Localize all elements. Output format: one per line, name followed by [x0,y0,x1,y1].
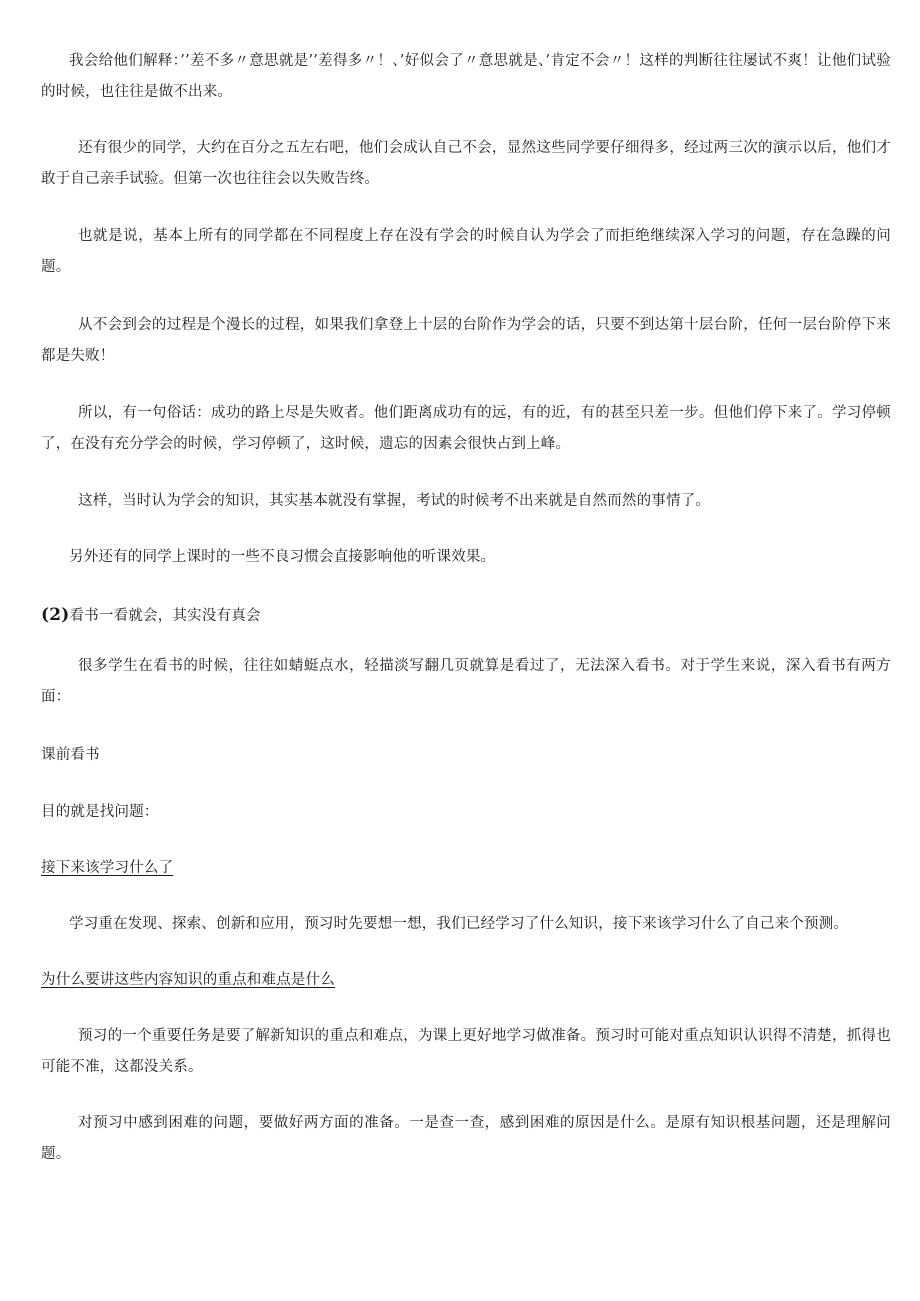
section-title: 看书一看就会，其实没有真会 [69,608,261,624]
paragraph-preview: 学习重在发现、探索、创新和应用，预习时先要想一想，我们已经学习了什么知识，接下来该学习什么了自己来个预测。 [69,916,849,932]
item-pre-reading: 课前看书 [41,747,100,763]
subheading-why: 为什么要讲这些内容知识的重点和难点是什么 [41,972,335,988]
paragraph-ten-steps: 从不会到会的过程是个漫长的过程，如果我们拿登上十层的台阶作为学会的话，只要不到达第十层台阶，任何一层台阶停下来都是失败！ [41,317,891,364]
paragraph-impatience: 也就是说，基本上所有的同学都在不同程度上存在没有学会的时候自认为学会了而拒绝继续深入学习的问题，存在急躁的问题。 [41,228,891,275]
subheading-why-line [41,965,891,996]
subheading-next: 接下来该学习什么了 [41,860,174,876]
item-purpose: 目的就是找问题： [41,804,159,820]
paragraph-difficulty: 对预习中感到困难的问题，要做好两方面的准备。一是查一查，感到困难的原因是什么。是原有知识根基问题，还是理解问题。 [41,1115,891,1162]
section-number: (2) [41,605,70,625]
paragraph-preview-task: 预习的一个重要任务是要了解新知识的重点和难点，为课上更好地学习做准备。预习时可能对重点知识认识得不清楚，抓得也可能不准，这都没关系。 [41,1028,891,1075]
subheading-next-line [41,853,891,884]
paragraph-bad-habits: 另外还有的同学上课时的一些不良习惯会直接影响他的听课效果。 [69,549,496,565]
paragraph-few-students: 还有很少的同学，大约在百分之五左右吧，他们会成认自己不会，显然这些同学要仔细得多，经过两三次的演示以后，他们才敢于自己亲手试验。但第一次也往往会以失败告终。 [41,140,891,187]
paragraph-exam: 这样，当时认为学会的知识，其实基本就没有掌握，考试的时候考不出来就是自然而然的事情了。 [78,493,711,509]
paragraph-explain: 我会给他们解释：’’差不多〃意思就是’’差得多〃！、’好似会了〃意思就是、’肯定不会〃！这样的判断往往屡试不爽！让他们试验的时候，也往往是做不出来。 [41,53,891,100]
paragraph-reading-intro: 很多学生在看书的时候，往往如蜻蜓点水，轻描淡写翻几页就算是看过了，无法深入看书。对于学生来说，深入看书有两方面： [41,658,891,705]
paragraph-proverb: 所以，有一句俗话：成功的路上尽是失败者。他们距离成功有的远，有的近，有的甚至只差一步。但他们停下来了。学习停顿了，在没有充分学会的时候，学习停顿了，这时候，遗忘的因素会很快占到上峰。 [41,405,891,452]
section-heading [41,600,891,632]
